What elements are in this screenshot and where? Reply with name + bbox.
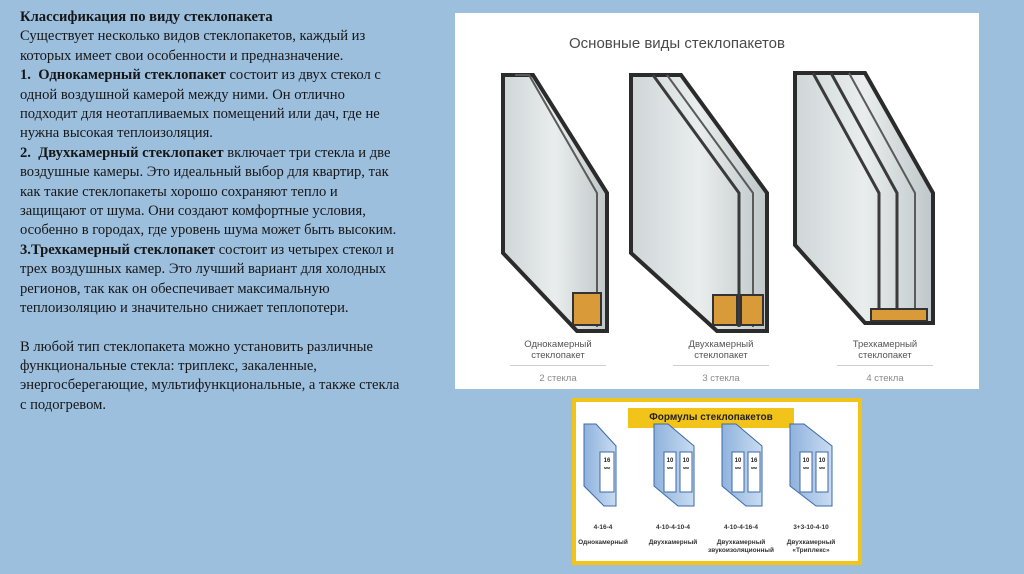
triple-chamber-unit-drawing bbox=[795, 73, 933, 323]
item-triple-chamber: 3.Трехкамерный стеклопакет состоит из четырех стекол и трех воздушных камер. Это лучший вариант для холодных регионов, так как он обеспечивает максимальную теплоизоляцию и значительно снижает теплопотери. bbox=[20, 241, 394, 317]
glass-units-illustration bbox=[455, 13, 979, 389]
gap-unit-2a: мм bbox=[667, 465, 673, 470]
double-chamber-unit-drawing bbox=[631, 75, 767, 331]
description-text bbox=[20, 8, 400, 415]
item-single-chamber: 1. Однокамерный стеклопакет состоит из двух стекол с одной воздушной камерой между ними. Он отлично подходит для неотапливаемых помещений или дач, где не нужна высокая теплоизоляция. bbox=[20, 67, 381, 142]
gap-unit-3a: мм bbox=[735, 465, 741, 470]
gap-label-1a: 16 bbox=[603, 458, 611, 464]
gap-unit-4b: мм bbox=[819, 465, 825, 470]
caption-single-chamber: Однокамерный стеклопакет 2 стекла bbox=[510, 339, 606, 384]
formula-name-3: Двухкамерный звукоизоляционный bbox=[708, 539, 774, 554]
formula-units-illustration bbox=[576, 402, 858, 561]
formula-unit-1-drawing bbox=[584, 424, 616, 506]
formulas-figure bbox=[572, 398, 862, 565]
item-double-chamber: 2. Двухкамерный стеклопакет включает три стекла и две воздушные камеры. Это идеальный выбор для квартир, так как такие стеклопакеты хорошо сохраняют тепло и защищают от шума. Они создают комфортные условия, особенно в городах, где уровень шума может быть высоким. bbox=[20, 144, 397, 239]
formula-name-4: Двухкамерный «Триплекс» bbox=[786, 539, 836, 554]
gap-unit-4a: мм bbox=[803, 465, 809, 470]
gap-unit-1a: мм bbox=[604, 465, 610, 470]
gap-label-3b: 16 bbox=[750, 458, 758, 464]
intro-paragraph: Существует несколько видов стеклопакетов, каждый из которых имеет свои особенности и предназначение. bbox=[20, 28, 366, 64]
gap-unit-3b: мм bbox=[751, 465, 757, 470]
glass-types-figure bbox=[455, 13, 979, 389]
gap-label-2b: 10 bbox=[682, 458, 690, 464]
gap-label-2a: 10 bbox=[666, 458, 674, 464]
formula-3: 4-10-4-16-4 bbox=[724, 524, 758, 531]
formula-name-2: Двухкамерный bbox=[648, 539, 698, 546]
gap-unit-2b: мм bbox=[683, 465, 689, 470]
caption-triple-chamber: Трехкамерный стеклопакет 4 стекла bbox=[837, 339, 933, 384]
single-chamber-unit-drawing bbox=[503, 75, 607, 331]
formula-1: 4-16-4 bbox=[593, 524, 613, 531]
formula-4: 3+3-10-4-10 bbox=[793, 524, 829, 531]
formula-2: 4-10-4-10-4 bbox=[656, 524, 690, 531]
formula-unit-4-drawing bbox=[790, 424, 832, 506]
gap-label-4a: 10 bbox=[802, 458, 810, 464]
gap-label-3a: 10 bbox=[734, 458, 742, 464]
caption-double-chamber: Двухкамерный стеклопакет 3 стекла bbox=[673, 339, 769, 384]
heading: Классификация по виду стеклопакета bbox=[20, 9, 273, 25]
gap-label-4b: 10 bbox=[818, 458, 826, 464]
formulas-title: Формулы стеклопакетов bbox=[628, 408, 794, 428]
closing-paragraph: В любой тип стеклопакета можно установить различные функциональные стекла: триплекс, закаленные, энергосберегающие, мультифункциональные, а также стекла с подогревом. bbox=[20, 338, 400, 413]
figure-title: Основные виды стеклопакетов bbox=[569, 35, 785, 52]
formula-name-1: Однокамерный bbox=[578, 539, 628, 546]
